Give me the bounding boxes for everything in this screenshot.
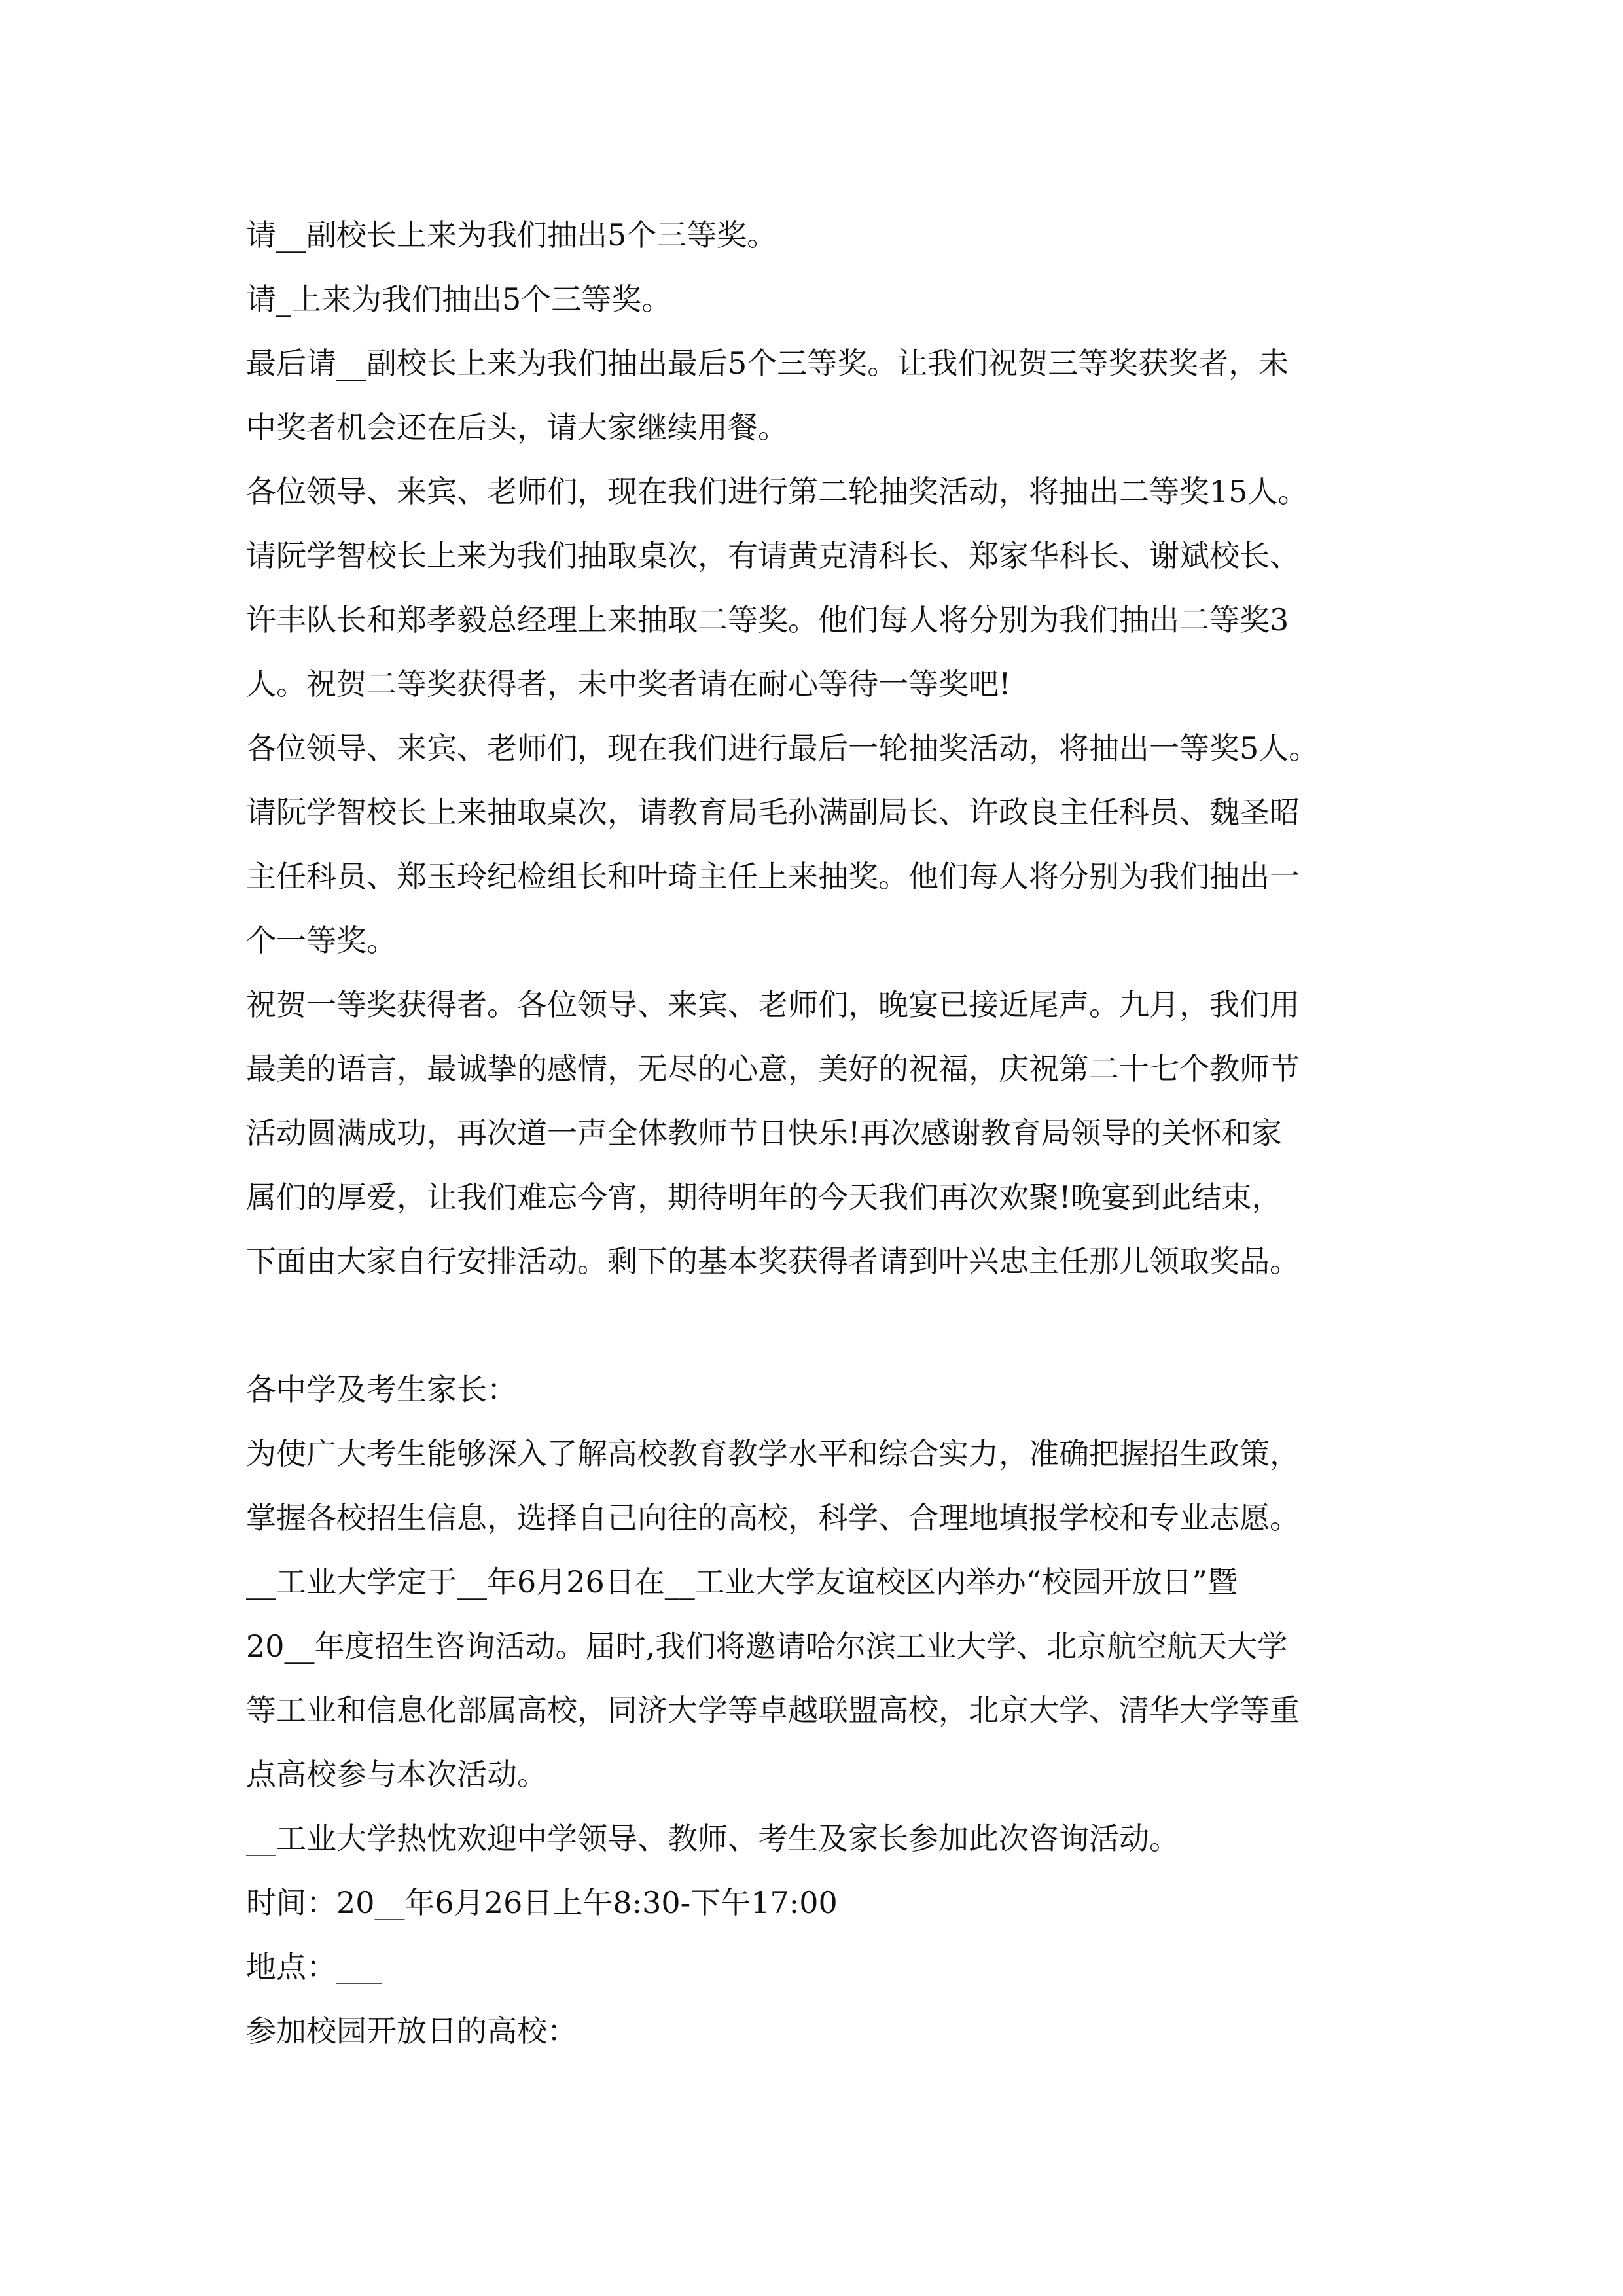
section-spacer	[246, 1293, 1385, 1357]
paragraph-line: 点高校参与本次活动。	[246, 1757, 547, 1792]
section-lottery-speech	[246, 203, 1385, 1293]
paragraph-line: 中奖者机会还在后头，请大家继续用餐。	[246, 410, 788, 445]
paragraph-line: 属们的厚爱，让我们难忘今宵，期待明年的今天我们再次欢聚!晚宴到此结束，	[246, 1179, 1282, 1215]
paragraph-line: 请__副校长上来为我们抽出5个三等奖。	[246, 217, 777, 253]
paragraph-line: 20__年度招生咨询活动。届时,我们将邀请哈尔滨工业大学、北京航空航天大学	[246, 1628, 1288, 1664]
participating-schools-heading: 参加校园开放日的高校：	[246, 2013, 577, 2049]
event-time: 时间：20__年6月26日上午8:30-下午17:00	[246, 1885, 838, 1920]
paragraph-line: 为使广大考生能够深入了解高校教育教学水平和综合实力，准确把握招生政策，	[246, 1436, 1300, 1471]
paragraph-line: __工业大学定于__年6月26日在__工业大学友谊校区内举办“校园开放日”暨	[246, 1564, 1238, 1600]
paragraph-line: 祝贺一等奖获得者。各位领导、来宾、老师们，晚宴已接近尾声。九月，我们用	[246, 987, 1300, 1022]
paragraph-line: 请阮学智校长上来为我们抽取桌次，有请黄克清科长、郑家华科长、谢斌校长、	[246, 538, 1300, 573]
document-body	[246, 203, 1385, 2063]
paragraph-line: 请阮学智校长上来抽取桌次，请教育局毛孙满副局长、许政良主任科员、魏圣昭	[246, 795, 1300, 830]
paragraph-line: __工业大学热忱欢迎中学领导、教师、考生及家长参加此次咨询活动。	[246, 1821, 1179, 1856]
paragraph-line: 人。祝贺二等奖获得者，未中奖者请在耐心等待一等奖吧!	[246, 666, 1011, 702]
paragraph-line: 各位领导、来宾、老师们，现在我们进行第二轮抽奖活动，将抽出二等奖15人。	[246, 474, 1308, 509]
paragraph-line: 请_上来为我们抽出5个三等奖。	[246, 281, 672, 317]
paragraph-line: 个一等奖。	[246, 923, 397, 958]
paragraph-line: 各位领导、来宾、老师们，现在我们进行最后一轮抽奖活动，将抽出一等奖5人。	[246, 730, 1319, 766]
section-admissions-notice	[246, 1357, 1385, 2063]
event-location: 地点：___	[246, 1949, 382, 1984]
notice-salutation: 各中学及考生家长：	[246, 1372, 517, 1407]
paragraph-line: 等工业和信息化部属高校，同济大学等卓越联盟高校，北京大学、清华大学等重	[246, 1693, 1300, 1728]
paragraph-line: 掌握各校招生信息，选择自己向往的高校，科学、合理地填报学校和专业志愿。	[246, 1500, 1300, 1535]
paragraph-line: 下面由大家自行安排活动。剩下的基本奖获得者请到叶兴忠主任那儿领取奖品。	[246, 1244, 1300, 1279]
paragraph-line: 主任科员、郑玉玲纪检组长和叶琦主任上来抽奖。他们每人将分别为我们抽出一	[246, 859, 1300, 894]
paragraph-line: 许丰队长和郑孝毅总经理上来抽取二等奖。他们每人将分别为我们抽出二等奖3	[246, 602, 1289, 637]
paragraph-line: 最美的语言，最诚挚的感情，无尽的心意，美好的祝福，庆祝第二十七个教师节	[246, 1051, 1300, 1086]
paragraph-line: 活动圆满成功，再次道一声全体教师节日快乐!再次感谢教育局领导的关怀和家	[246, 1115, 1282, 1151]
paragraph-line: 最后请__副校长上来为我们抽出最后5个三等奖。让我们祝贺三等奖获奖者，未	[246, 346, 1289, 381]
